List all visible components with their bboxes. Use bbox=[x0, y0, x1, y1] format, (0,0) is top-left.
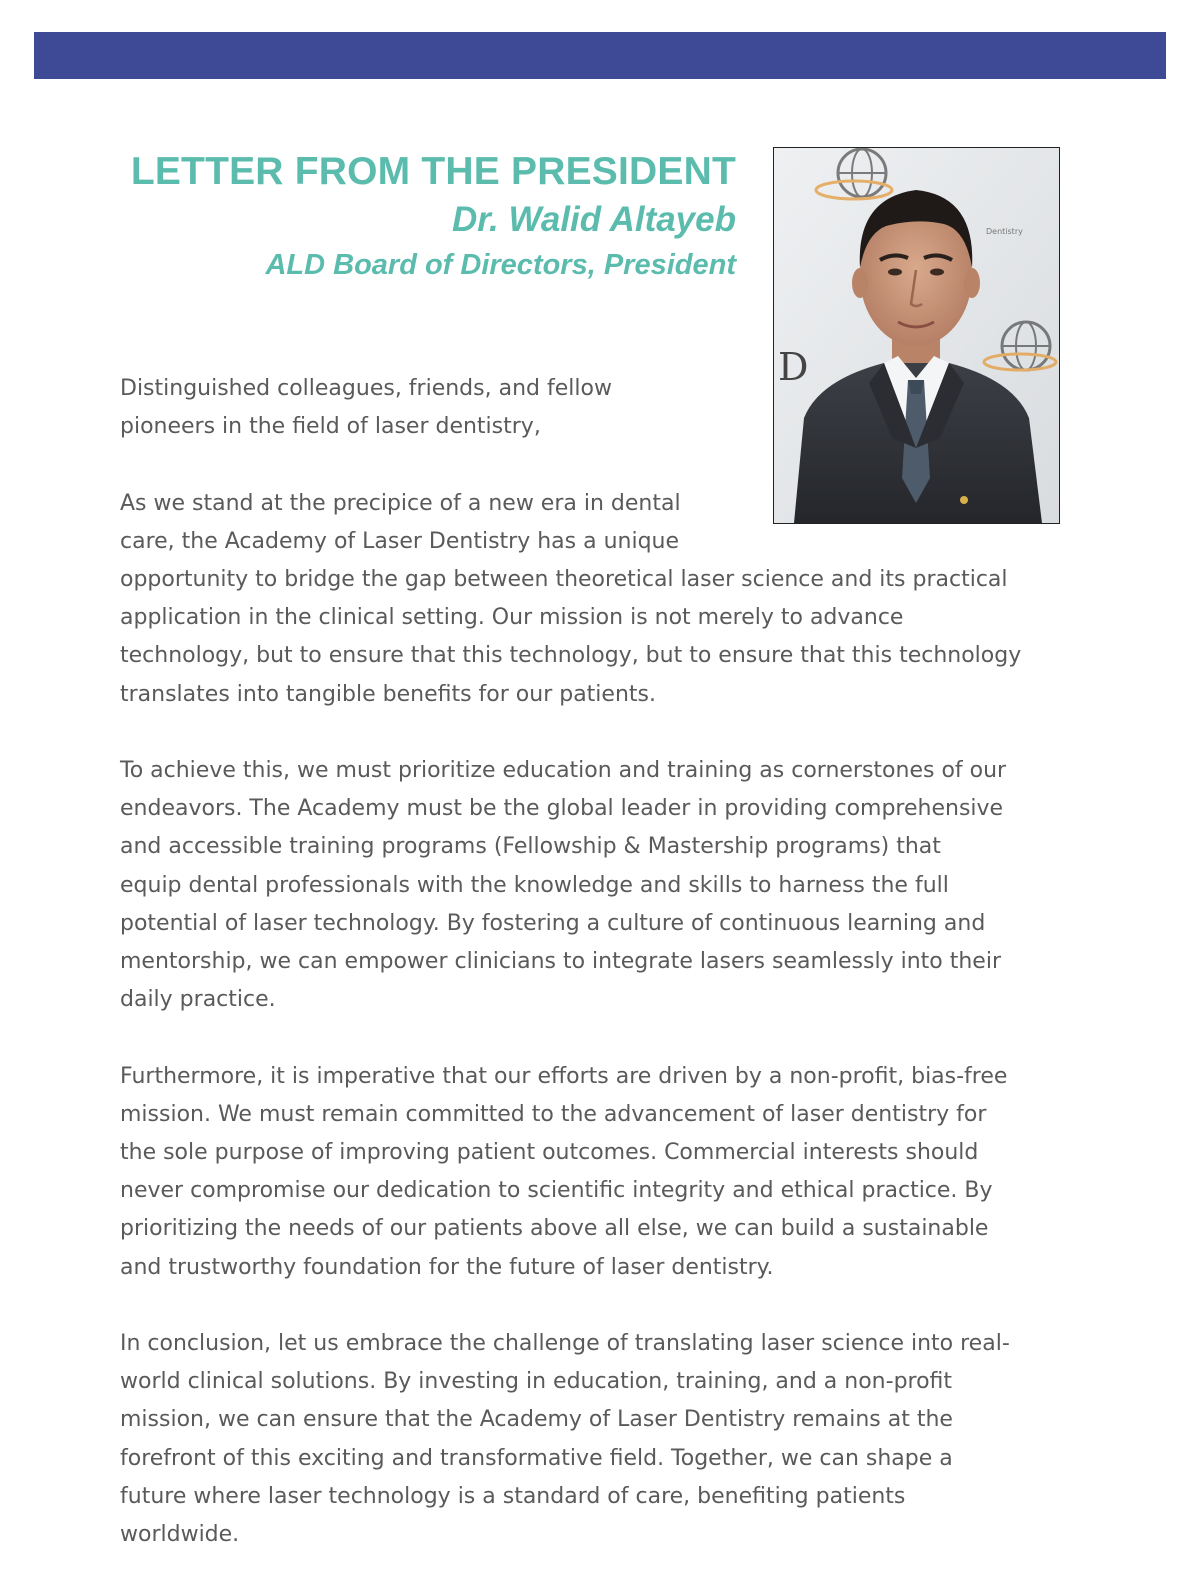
letter-body bbox=[120, 370, 1090, 1592]
backdrop-text: D bbox=[778, 345, 809, 389]
backdrop-text: Dentistry bbox=[986, 227, 1023, 236]
letter-header bbox=[100, 148, 736, 286]
paragraph: In conclusion, let us embrace the challenge of translating laser science into real- world clinical solutions. By investing in education, training, and a non-profit mission, we can ensure that the Academy of Laser Dentistry remains at the forefront of this exciting and transformative field. Together, we can shape a future where laser technology is a standard of care, benefiting patients worldwide. bbox=[120, 1331, 1010, 1548]
paragraph: As we stand at the precipice of a new era in dental care, the Academy of Laser Dentistry has a unique opportunity to bridge the gap between theoretical laser science and its practical application in the clinical setting. Our mission is not merely to advance technology, but to ensure that this technology, but to ensure that this technology translates into tangible benefits for our patients. bbox=[120, 490, 1022, 707]
author-name: Dr. Walid Altayeb bbox=[452, 200, 736, 239]
top-banner-bar bbox=[34, 32, 1166, 79]
author-role: ALD Board of Directors, President bbox=[265, 249, 736, 281]
salutation: Distinguished colleagues, friends, and fellow pioneers in the field of laser dentistry, bbox=[120, 376, 612, 440]
paragraph: To achieve this, we must prioritize education and training as cornerstones of our endeavors. The Academy must be the global leader in providing comprehensive and accessible training programs (Fellowship & Mastership programs) that equip dental professionals with the knowledge and skills to harness the full potential of laser technology. By fostering a culture of continuous learning and mentorship, we can empower clinicians to integrate lasers seamlessly into their daily practice. bbox=[120, 758, 1007, 1013]
page-title: LETTER FROM THE PRESIDENT bbox=[130, 150, 736, 193]
paragraph: Furthermore, it is imperative that our efforts are driven by a non-profit, bias-free mission. We must remain committed to the advancement of laser dentistry for the sole purpose of improving patient outcomes. Commercial interests should never compromise our dedication to scientific integrity and ethical practice. By prioritizing the needs of our patients above all else, we can build a sustainable and trustworthy foundation for the future of laser dentistry. bbox=[120, 1063, 1008, 1280]
